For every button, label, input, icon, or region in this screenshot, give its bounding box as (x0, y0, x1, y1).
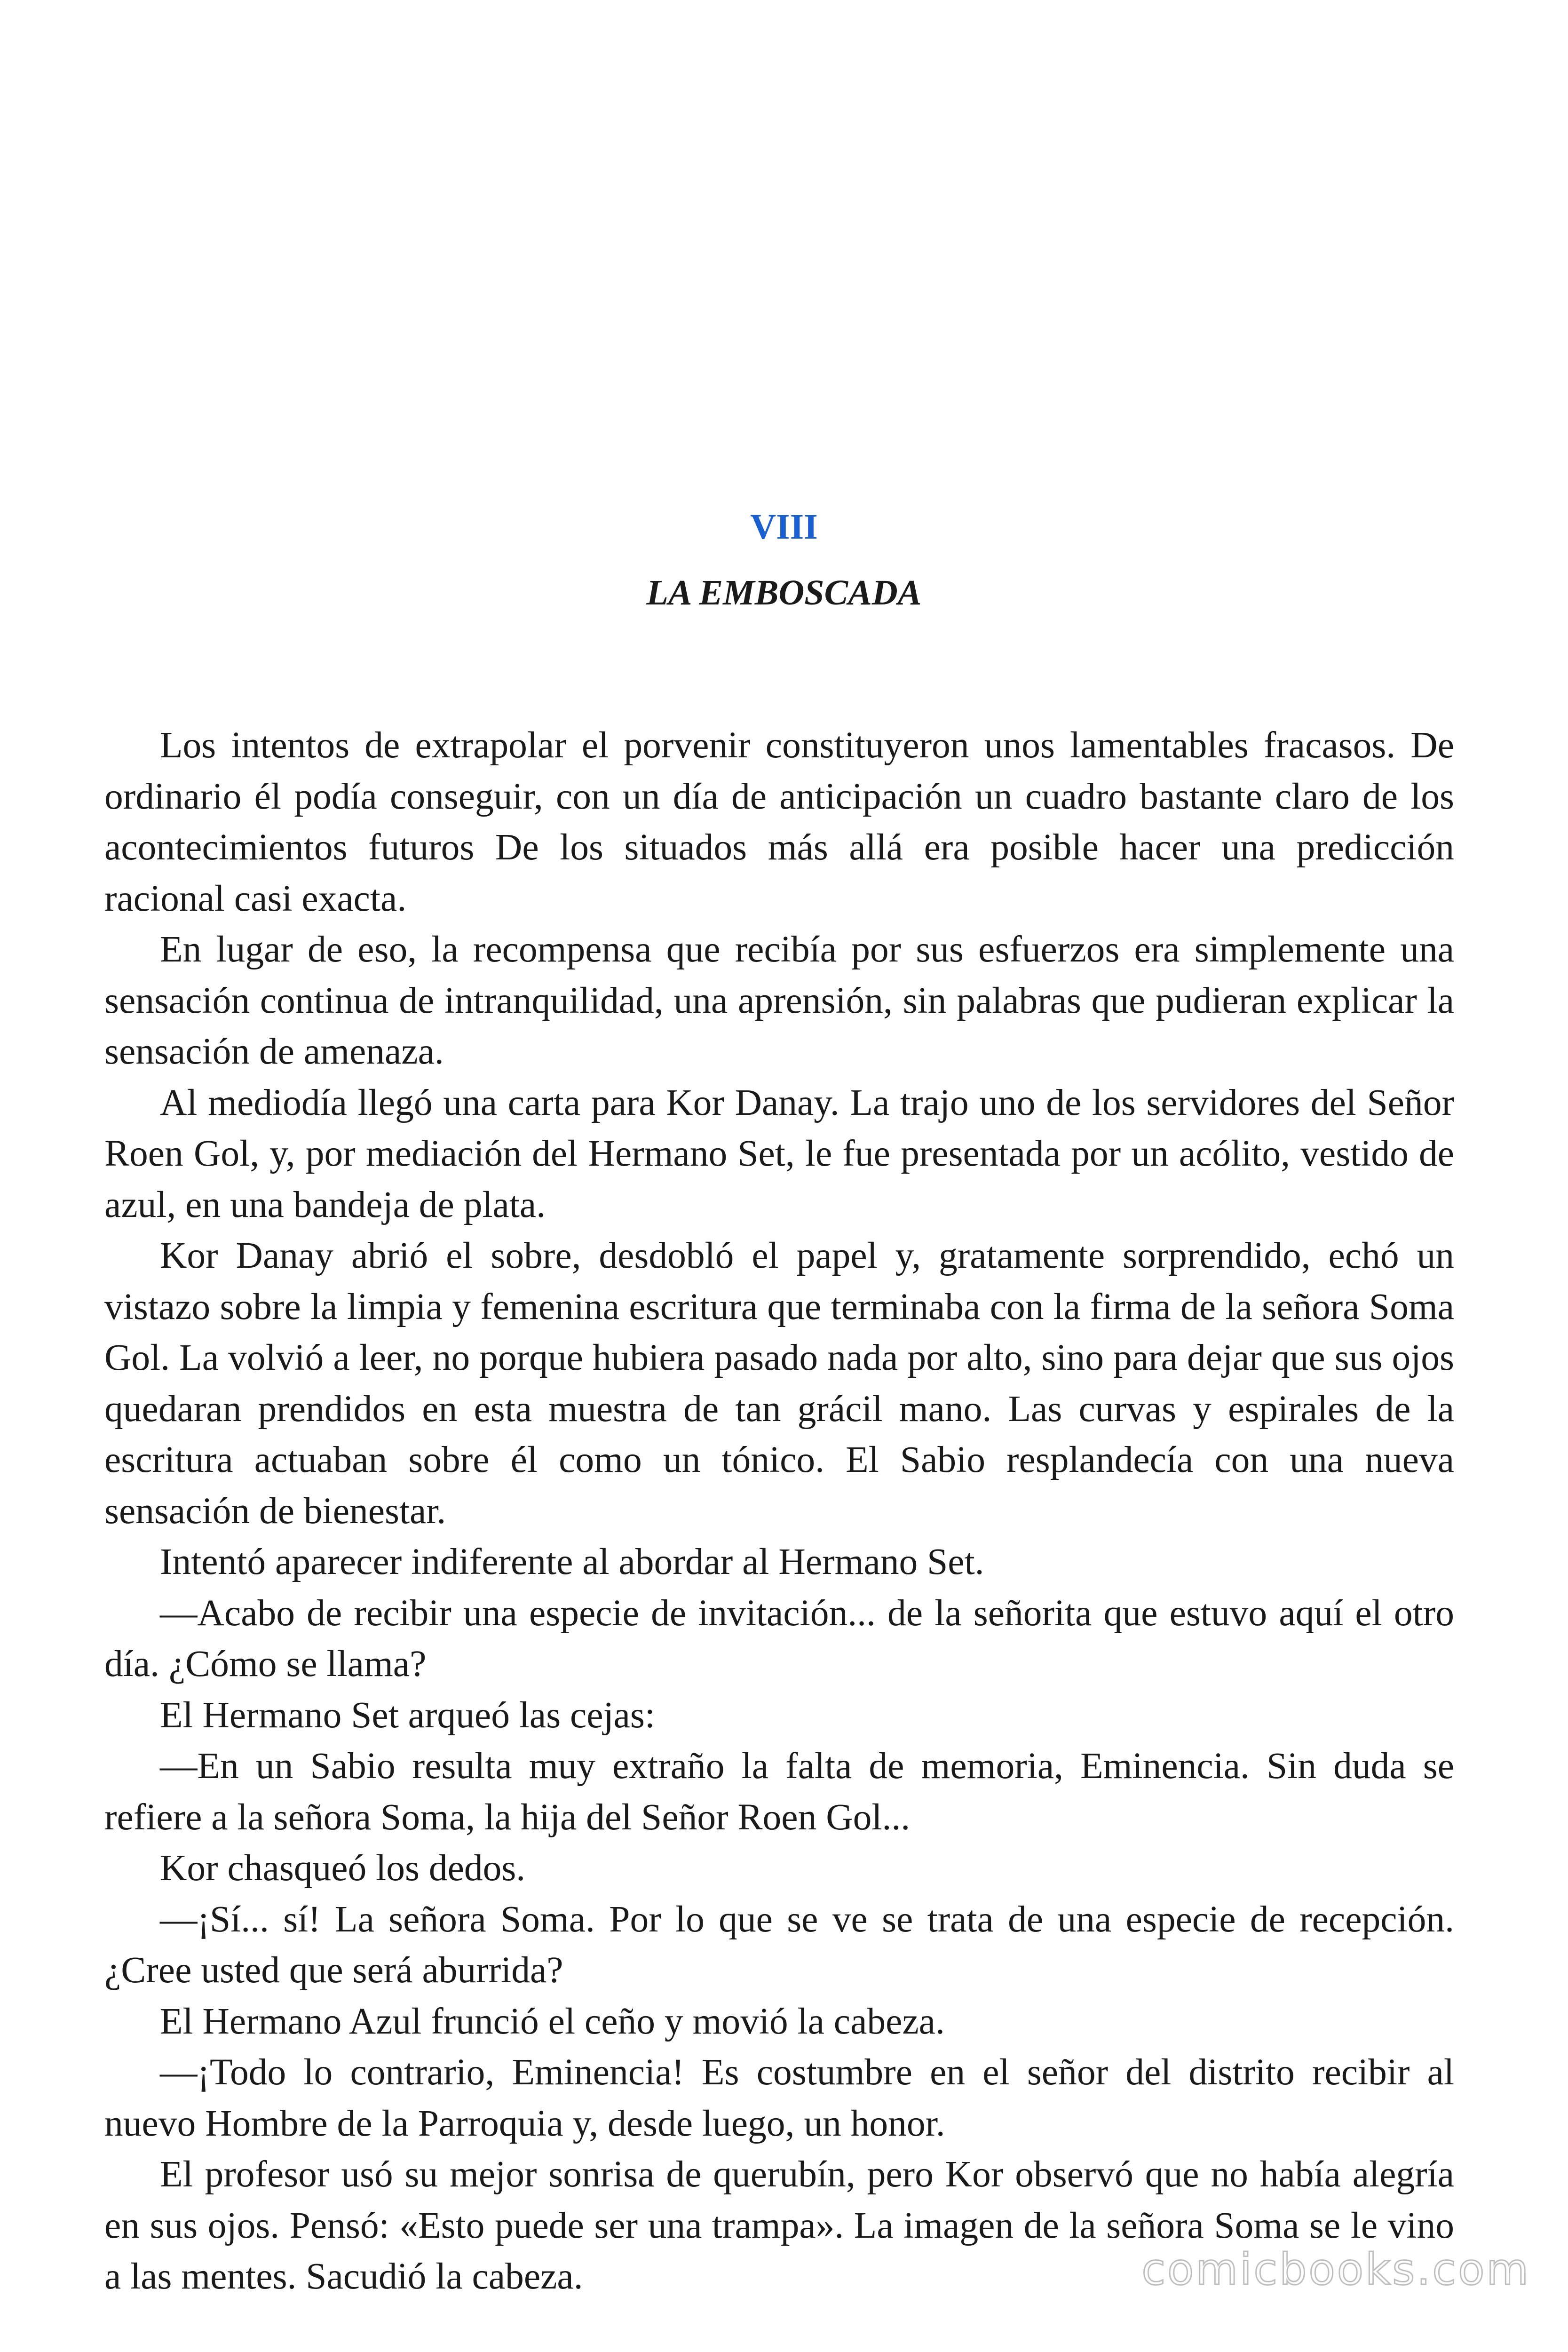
paragraph: —En un Sabio resulta muy extraño la falta de memoria, Eminencia. Sin duda se refiere a la señora Soma, la hija del Señor Roen Gol... (104, 1745, 1454, 1838)
paragraph: —¡Todo lo contrario, Eminencia! Es costumbre en el señor del distrito recibir al nuevo Hombre de la Parroquia y, desde luego, un honor. (104, 2051, 1454, 2144)
chapter-body (104, 720, 1454, 2302)
paragraph: El Hermano Set arqueó las cejas: (160, 1694, 655, 1736)
chapter-number: VIII (750, 507, 818, 547)
paragraph: En lugar de eso, la recompensa que recibía por sus esfuerzos era simplemente una sensación continua de intranquilidad, una aprensión, sin palabras que pudieran explicar la sensación de amenaza. (104, 929, 1454, 1072)
paragraph: El profesor usó su mejor sonrisa de querubín, pero Kor observó que no había alegría en sus ojos. Pensó: «Esto puede ser una trampa». La imagen de la señora Soma se le vino a las mentes. Sacudió la cabeza. (104, 2153, 1454, 2297)
paragraph: Kor chasqueó los dedos. (160, 1847, 526, 1889)
chapter-title: LA EMBOSCADA (646, 573, 922, 612)
paragraph: El Hermano Azul frunció el ceño y movió la cabeza. (160, 2000, 945, 2042)
paragraph: —¡Sí... sí! La señora Soma. Por lo que se ve se trata de una especie de recepción. ¿Cree usted que será aburrida? (104, 1898, 1454, 1991)
paragraph: Kor Danay abrió el sobre, desdobló el papel y, gratamente sorprendido, echó un vistazo sobre la limpia y femenina escritura que terminaba con la firma de la señora Soma Gol. La volvió a leer, no porque hubiera pasado nada por alto, sino para dejar que sus ojos quedaran prendidos en esta muestra de tan grácil mano. Las curvas y espirales de la escritura actuaban sobre él como un tónico. El Sabio resplandecía con una nueva sensación de bienestar. (104, 1235, 1454, 1532)
watermark: comicbooks.com (1141, 2244, 1530, 2295)
paragraph: Intentó aparecer indiferente al abordar al Hermano Set. (160, 1541, 984, 1582)
paragraph: Los intentos de extrapolar el porvenir constituyeron unos lamentables fracasos. De ordinario él podía conseguir, con un día de anticipación un cuadro bastante claro de los acontecimientos futuros De los situados más allá era posible hacer una predicción racional casi exacta. (104, 724, 1454, 919)
paragraph: Al mediodía llegó una carta para Kor Danay. La trajo uno de los servidores del Señor Roen Gol, y, por mediación del Hermano Set, le fue presentada por un acólito, vestido de azul, en una bandeja de plata. (104, 1081, 1454, 1225)
paragraph: —Acabo de recibir una especie de invitación... de la señorita que estuvo aquí el otro día. ¿Cómo se llama? (104, 1592, 1454, 1685)
